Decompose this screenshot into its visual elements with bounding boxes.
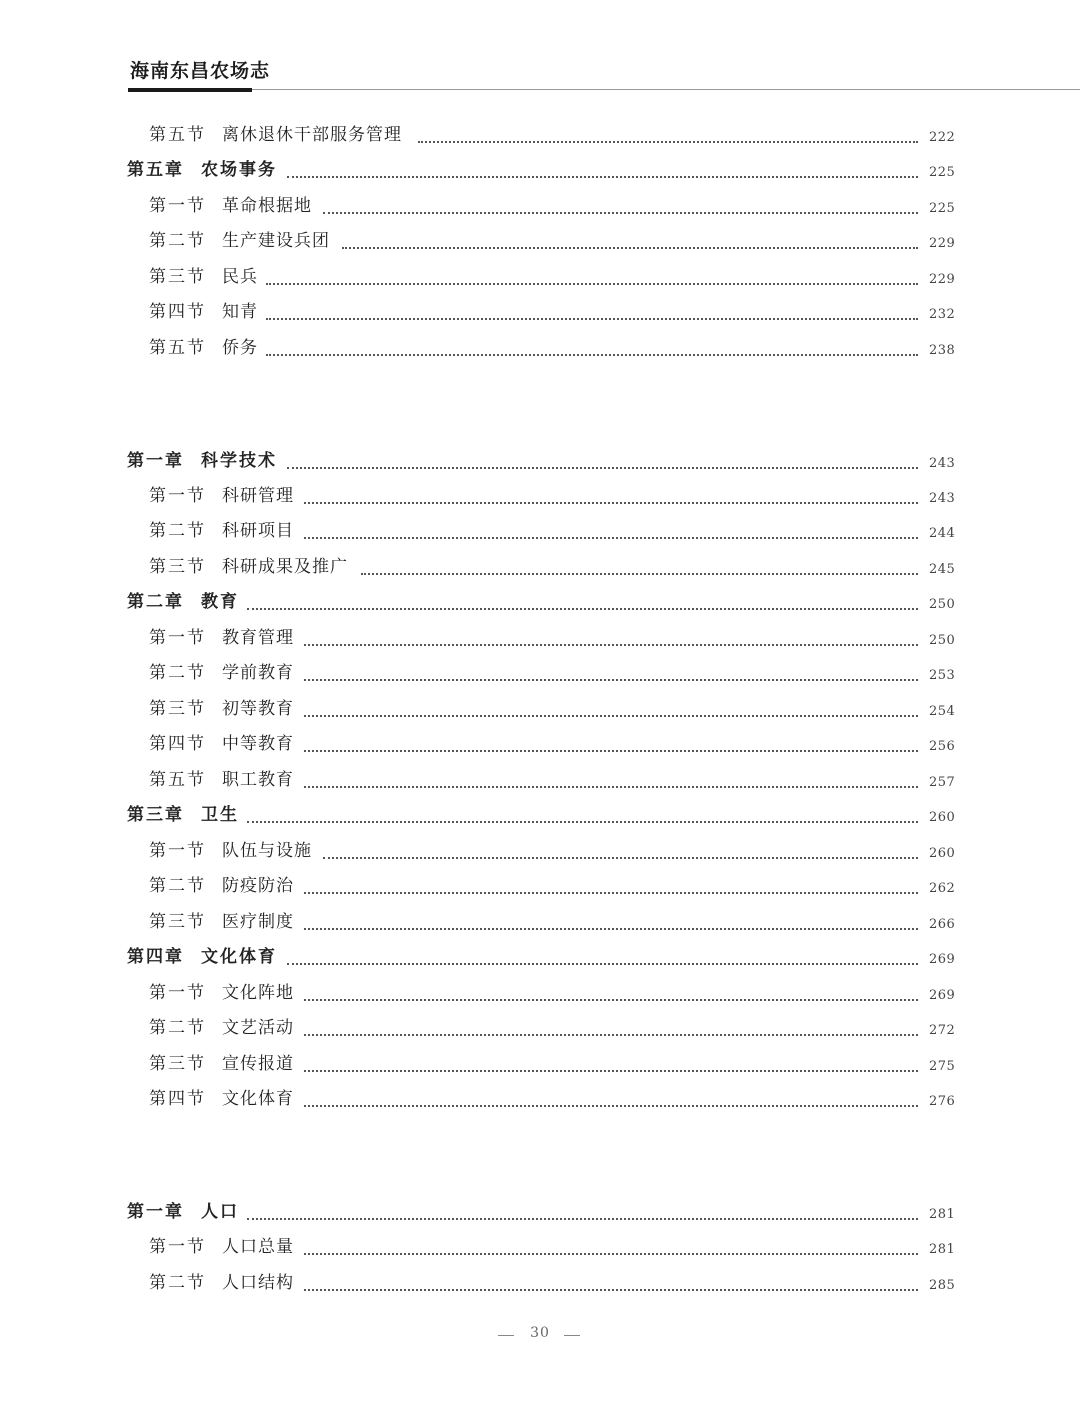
page-ref: 285 — [929, 1278, 956, 1293]
section-number: 第三节 — [149, 912, 206, 932]
leader-dots — [304, 748, 918, 752]
page-ref: 229 — [929, 236, 956, 251]
leader-dots — [342, 245, 918, 249]
section-title: 人口总量 — [222, 1237, 294, 1257]
chapter-title: 教育 — [201, 592, 239, 612]
leader-dots — [304, 890, 918, 894]
toc-section-entry — [0, 297, 1080, 327]
section-number: 第一节 — [149, 1237, 206, 1257]
chapter-number: 第一章 — [127, 451, 184, 471]
leader-dots — [418, 139, 918, 143]
leader-dots — [304, 784, 918, 788]
chapter-number: 第四章 — [127, 947, 184, 967]
page-ref: 281 — [929, 1207, 956, 1222]
page-ref: 243 — [929, 456, 956, 471]
section-number: 第二节 — [149, 663, 206, 683]
leader-dots — [323, 210, 918, 214]
leader-dots — [304, 1068, 918, 1072]
section-title: 科研项目 — [222, 521, 294, 541]
section-number: 第四节 — [149, 734, 206, 754]
leader-dots — [287, 174, 918, 178]
section-title: 队伍与设施 — [222, 841, 312, 861]
section-title: 生产建设兵团 — [222, 231, 330, 251]
section-number: 第一节 — [149, 486, 206, 506]
page-ref: 266 — [929, 917, 956, 932]
section-title: 科研管理 — [222, 486, 294, 506]
section-number: 第三节 — [149, 1054, 206, 1074]
leader-dots — [247, 819, 918, 823]
section-title: 初等教育 — [222, 699, 294, 719]
page-ref: 256 — [929, 739, 956, 754]
section-number: 第一节 — [149, 628, 206, 648]
toc-section-entry — [0, 1232, 1080, 1262]
section-title: 医疗制度 — [222, 912, 294, 932]
page-ref: 281 — [929, 1242, 956, 1257]
page-ref: 225 — [929, 201, 956, 216]
chapter-title: 科学技术 — [201, 451, 277, 471]
toc-section-entry — [0, 694, 1080, 724]
toc-chapter-entry — [0, 1197, 1080, 1227]
leader-dots — [287, 465, 918, 469]
toc-section-entry — [0, 1084, 1080, 1114]
section-title: 离休退休干部服务管理 — [222, 125, 402, 145]
page-ref: 260 — [929, 810, 956, 825]
section-number: 第三节 — [149, 557, 206, 577]
page-ref: 253 — [929, 668, 956, 683]
page-ref: 257 — [929, 775, 956, 790]
page-ref: 262 — [929, 881, 956, 896]
page-ref: 276 — [929, 1094, 956, 1109]
toc-section-entry — [0, 1268, 1080, 1298]
leader-dots — [247, 1216, 918, 1220]
toc-section-entry — [0, 1013, 1080, 1043]
chapter-number: 第一章 — [127, 1202, 184, 1222]
page-ref: 244 — [929, 526, 956, 541]
section-number: 第一节 — [149, 841, 206, 861]
section-title: 文化阵地 — [222, 983, 294, 1003]
toc-section-entry — [0, 552, 1080, 582]
section-number: 第二节 — [149, 1273, 206, 1293]
toc-chapter-entry — [0, 587, 1080, 617]
chapter-title: 农场事务 — [201, 160, 277, 180]
section-title: 文艺活动 — [222, 1018, 294, 1038]
chapter-title: 文化体育 — [201, 947, 277, 967]
leader-dots — [304, 535, 918, 539]
leader-dots — [266, 316, 918, 320]
section-title: 革命根据地 — [222, 196, 312, 216]
page-ref: 254 — [929, 704, 956, 719]
page-ref: 272 — [929, 1023, 956, 1038]
section-title: 民兵 — [222, 267, 258, 287]
leader-dots — [304, 642, 918, 646]
page-ref: 260 — [929, 846, 956, 861]
leader-dots — [304, 926, 918, 930]
section-title: 知青 — [222, 302, 258, 322]
toc-section-entry — [0, 765, 1080, 795]
toc-chapter-entry — [0, 446, 1080, 476]
leader-dots — [304, 500, 918, 504]
chapter-title: 人口 — [201, 1202, 239, 1222]
page-ref: 238 — [929, 343, 956, 358]
section-title: 人口结构 — [222, 1273, 294, 1293]
section-number: 第二节 — [149, 231, 206, 251]
chapter-title: 卫生 — [201, 805, 239, 825]
page-ref: 269 — [929, 952, 956, 967]
leader-dots — [266, 352, 918, 356]
chapter-number: 第二章 — [127, 592, 184, 612]
leader-dots — [323, 855, 918, 859]
page-ref: 245 — [929, 562, 956, 577]
toc-section-entry — [0, 191, 1080, 221]
toc-section-entry — [0, 1049, 1080, 1079]
section-title: 科研成果及推广 — [222, 557, 348, 577]
toc-chapter-entry — [0, 800, 1080, 830]
page-ref: 250 — [929, 597, 956, 612]
leader-dots — [287, 961, 918, 965]
leader-dots — [304, 1287, 918, 1291]
toc-section-entry — [0, 907, 1080, 937]
leader-dots — [361, 571, 918, 575]
page-ref: 243 — [929, 491, 956, 506]
chapter-number: 第三章 — [127, 805, 184, 825]
page-ref: 225 — [929, 165, 956, 180]
leader-dots — [304, 713, 918, 717]
page-ref: 250 — [929, 633, 956, 648]
toc-section-entry — [0, 262, 1080, 292]
leader-dots — [247, 606, 918, 610]
toc-chapter-entry — [0, 942, 1080, 972]
section-number: 第五节 — [149, 125, 206, 145]
leader-dots — [266, 281, 918, 285]
leader-dots — [304, 1251, 918, 1255]
section-number: 第五节 — [149, 338, 206, 358]
leader-dots — [304, 677, 918, 681]
toc-section-entry — [0, 333, 1080, 363]
toc-section-entry — [0, 871, 1080, 901]
page-ref: 232 — [929, 307, 956, 322]
section-title: 宣传报道 — [222, 1054, 294, 1074]
section-title: 教育管理 — [222, 628, 294, 648]
toc-section-entry — [0, 836, 1080, 866]
section-number: 第一节 — [149, 983, 206, 1003]
section-title: 中等教育 — [222, 734, 294, 754]
toc-section-entry — [0, 623, 1080, 653]
page-ref: 275 — [929, 1059, 956, 1074]
section-title: 学前教育 — [222, 663, 294, 683]
section-number: 第二节 — [149, 521, 206, 541]
toc-section-entry — [0, 481, 1080, 511]
section-number: 第二节 — [149, 1018, 206, 1038]
chapter-number: 第五章 — [127, 160, 184, 180]
section-number: 第三节 — [149, 267, 206, 287]
page-ref: 269 — [929, 988, 956, 1003]
toc-section-entry — [0, 729, 1080, 759]
book-title: 海南东昌农场志 — [130, 60, 271, 82]
leader-dots — [304, 1032, 918, 1036]
footer-dash-right — [564, 1335, 580, 1336]
toc-section-entry — [0, 226, 1080, 256]
section-title: 侨务 — [222, 338, 258, 358]
toc-chapter-entry — [0, 155, 1080, 185]
section-title: 文化体育 — [222, 1089, 294, 1109]
section-number: 第三节 — [149, 699, 206, 719]
page-ref: 222 — [929, 130, 956, 145]
leader-dots — [304, 997, 918, 1001]
toc-section-entry — [0, 120, 1080, 150]
toc-section-entry — [0, 658, 1080, 688]
leader-dots — [304, 1103, 918, 1107]
section-number: 第一节 — [149, 196, 206, 216]
page-number: 30 — [530, 1325, 550, 1341]
toc-section-entry — [0, 516, 1080, 546]
section-number: 第二节 — [149, 876, 206, 896]
section-number: 第四节 — [149, 302, 206, 322]
section-number: 第五节 — [149, 770, 206, 790]
toc-section-entry — [0, 978, 1080, 1008]
section-title: 防疫防治 — [222, 876, 294, 896]
page-ref: 229 — [929, 272, 956, 287]
section-title: 职工教育 — [222, 770, 294, 790]
section-number: 第四节 — [149, 1089, 206, 1109]
